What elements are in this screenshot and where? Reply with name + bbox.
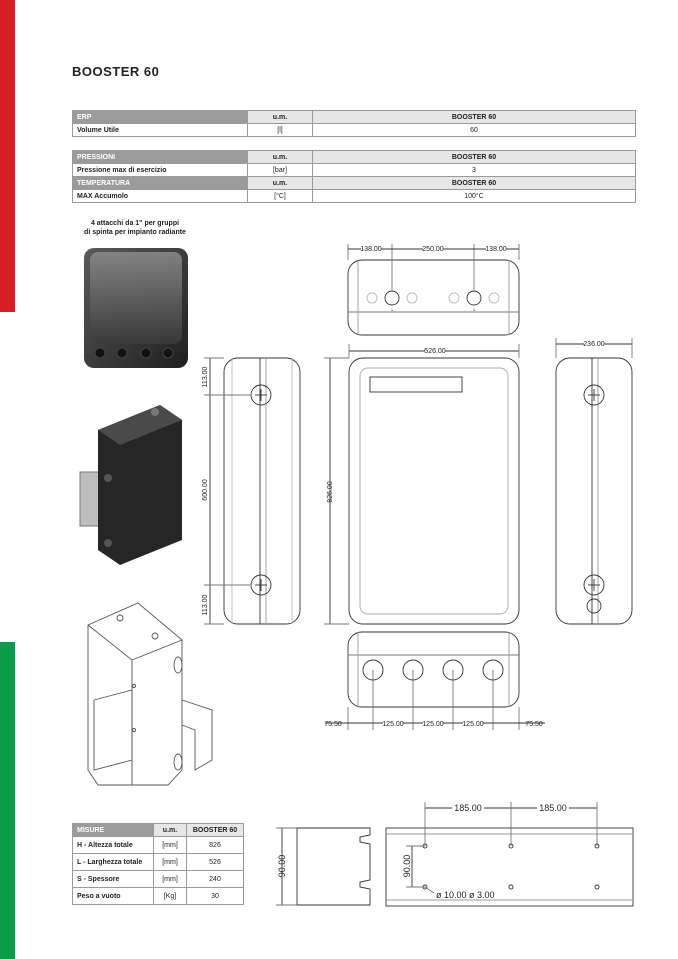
misure-row-label: L - Larghezza totale	[73, 854, 154, 871]
pressioni-row-label: Pressione max di esercizio	[73, 164, 248, 177]
bracket-hole-diameters: ø 10.00 ø 3.00	[436, 890, 495, 900]
dim-total-height: 826.00	[327, 481, 334, 503]
misure-row-label: Peso a vuoto	[73, 888, 154, 905]
temperatura-row-um: [°C]	[248, 190, 313, 203]
bottom-view-drawing	[325, 632, 545, 730]
bracket-dim-left-height: 90.00	[277, 854, 287, 878]
misure-row-value: 826	[187, 837, 244, 854]
right-side-view-drawing	[556, 338, 632, 624]
erp-um-header: u.m.	[248, 111, 313, 124]
bracket-plate-drawing	[386, 802, 633, 906]
temperatura-header: TEMPERATURA	[73, 177, 248, 190]
dim-depth: 236.00	[583, 341, 605, 348]
pressioni-row-um: [bar]	[248, 164, 313, 177]
temperatura-um-header: u.m.	[248, 177, 313, 190]
page-title: BOOSTER 60	[72, 64, 160, 79]
pressioni-header: PRESSIONI	[73, 151, 248, 164]
bracket-profile-drawing	[276, 828, 370, 905]
dim-top-a: 138.00	[360, 246, 382, 253]
dim-top-b: 250.00	[422, 246, 444, 253]
temperatura-row-label: MAX Accumolo	[73, 190, 248, 203]
product-render-side	[80, 405, 182, 565]
port-mark-2: 1	[472, 307, 476, 312]
dim-top-c: 138.00	[485, 246, 507, 253]
erp-row-value: 60	[313, 124, 636, 137]
misure-row-label: S - Spessore	[73, 871, 154, 888]
pressioni-model-header: BOOSTER 60	[313, 151, 636, 164]
front-view-drawing	[324, 344, 519, 624]
left-side-view-drawing	[204, 358, 300, 624]
temperatura-row-value: 100°C	[313, 190, 636, 203]
top-view-drawing	[348, 244, 519, 335]
bracket-dim-top-a: 185.00	[454, 803, 482, 813]
misure-row-um: [mm]	[154, 871, 187, 888]
note-line-1: 4 attacchi da 1" per gruppi	[90, 220, 180, 227]
misure-row-value: 30	[187, 888, 244, 905]
bracket-dimension-labels	[277, 802, 569, 900]
misure-header: MISURE	[73, 824, 154, 837]
misure-table	[72, 823, 244, 905]
erp-row-label: Volume Utile	[73, 124, 248, 137]
dim-width: 526.00	[424, 348, 446, 355]
dim-bottom-c: 125.00	[422, 721, 444, 728]
pressioni-um-header: u.m.	[248, 151, 313, 164]
dim-height-bottom: 113.00	[202, 594, 209, 616]
note-line-2: di spinta per impianto radiante	[84, 229, 186, 236]
dim-bottom-d: 125.00	[462, 721, 484, 728]
temperatura-model-header: BOOSTER 60	[313, 177, 636, 190]
bracket-dim-top-b: 185.00	[539, 803, 567, 813]
misure-row-value: 240	[187, 871, 244, 888]
misure-row-um: [mm]	[154, 837, 187, 854]
pressioni-row-value: 3	[313, 164, 636, 177]
product-render-front	[84, 248, 188, 368]
misure-row-label: H - Altezza totale	[73, 837, 154, 854]
product-line-drawing	[88, 603, 212, 785]
dim-height-top: 113.00	[202, 366, 209, 388]
bracket-dim-right-height: 90.00	[402, 854, 412, 878]
erp-row-um: [l]	[248, 124, 313, 137]
port-mark-1: 1	[390, 307, 394, 312]
dim-bottom-b: 125.00	[382, 721, 404, 728]
misure-row-value: 526	[187, 854, 244, 871]
erp-header: ERP	[73, 111, 248, 124]
misure-row-um: [Kg]	[154, 888, 187, 905]
dim-height-mid: 600.00	[202, 479, 209, 501]
misure-um-header: u.m.	[154, 824, 187, 837]
misure-row-um: [mm]	[154, 854, 187, 871]
dim-bottom-a: 75.50	[324, 721, 342, 728]
misure-model-header: BOOSTER 60	[187, 824, 244, 837]
erp-model-header: BOOSTER 60	[313, 111, 636, 124]
dim-bottom-e: 75.50	[525, 721, 543, 728]
